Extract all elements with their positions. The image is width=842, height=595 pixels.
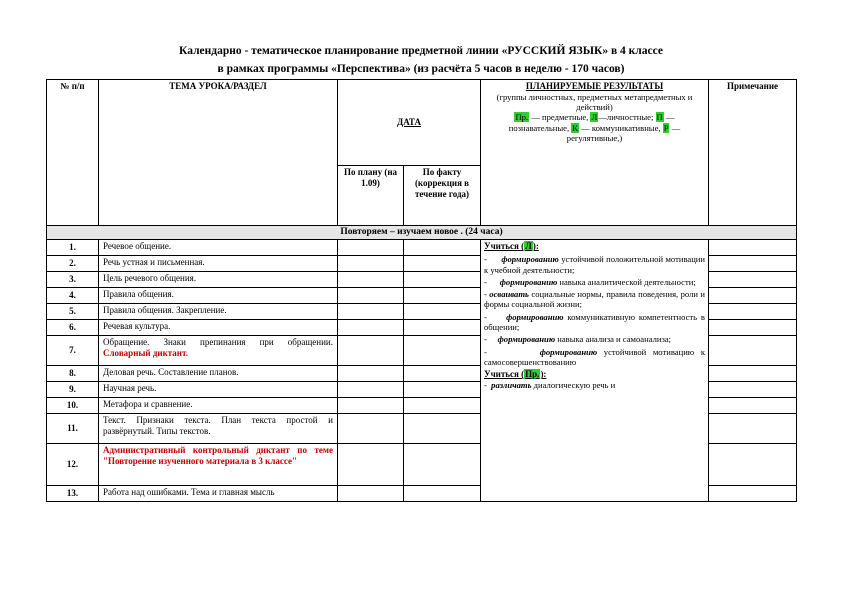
- table-row: 8. Деловая речь. Составление планов.: [47, 366, 797, 382]
- legend-k-tag: К: [572, 122, 579, 133]
- table-row: [47, 240, 797, 256]
- header-plan: По плану (на 1.09): [338, 166, 404, 226]
- legend-p-tag: П: [656, 112, 663, 123]
- legend-r-tag: Р: [663, 122, 669, 133]
- control-dictation-label: Административный контрольный диктант по теме "Повторение изученного материала в 3 классе": [99, 444, 338, 486]
- page-title-line-2: в рамках программы «Перспектива» (из расчёта 5 часов в неделю - 170 часов): [217, 63, 625, 75]
- header-row: [47, 80, 797, 166]
- result-item: - формированию устойчивой мотивацию к самосовершенствованию: [484, 346, 705, 367]
- legend-l-tag: Л: [591, 112, 598, 123]
- row-plan-cell: [338, 240, 404, 256]
- section-title: Повторяем – изучаем новое . (24 часа): [47, 226, 797, 240]
- table-row: 3. Цель речевого общения.: [47, 272, 797, 288]
- header-topic: ТЕМА УРОКА/РАЗДЕЛ: [99, 80, 338, 226]
- row-topic: Речевое общение.: [99, 240, 338, 256]
- table-row: 5. Правила общения. Закрепление.: [47, 304, 797, 320]
- table-row: 11. Текст. Признаки текста. План текста простой и развёрнутый. Типы текстов.: [47, 414, 797, 444]
- result-item: - осваивать социальные нормы, правила поведения, роли и формы социальной жизни;: [484, 289, 705, 310]
- table-row: 10. Метафора и сравнение.: [47, 398, 797, 414]
- header-results-legend: Пр. — предметные, Л—личностные; П — познавательные, К — коммуникативные, Р — регулятивные,): [508, 112, 681, 144]
- learn-l-heading: Учиться (Л):: [484, 241, 539, 252]
- table-row: 6. Речевая культура.: [47, 320, 797, 336]
- table-row: 13. Работа над ошибками. Тема и главная мысль: [47, 486, 797, 502]
- row-fact-cell: [404, 240, 481, 256]
- table-row: 4. Правила общения.: [47, 288, 797, 304]
- table-row: 7. Обращение. Знаки препинания при обращении. Словарный диктант.: [47, 336, 797, 366]
- result-item: - формированию навыка аналитической деятельности;: [484, 276, 696, 287]
- results-cell: [481, 240, 709, 502]
- table-row: 12. Административный контрольный диктант по теме "Повторение изученного материала в 3 классе": [47, 444, 797, 486]
- legend-pr-tag: Пр.: [515, 112, 529, 123]
- section-row: [47, 226, 797, 240]
- learn-pr-heading: Учиться (Пр.):: [484, 369, 547, 380]
- result-item: - формированию навыка анализа и самоанализа;: [484, 334, 672, 345]
- result-item: - различать диалогическую речь и: [484, 380, 616, 391]
- header-date-label: ДАТА: [397, 117, 421, 128]
- header-fact: По факту (коррекция в течение года): [404, 166, 481, 226]
- table-row: 9. Научная речь.: [47, 382, 797, 398]
- header-results-subtitle: (группы личностных, предметных метапредметных и действий): [496, 91, 693, 113]
- header-results: [481, 80, 709, 226]
- header-note: Примечание: [709, 80, 797, 226]
- header-date: [338, 80, 481, 166]
- result-item: - формированию коммуникативную компетентность в общении;: [484, 311, 705, 333]
- page-title-line-1: Календарно - тематическое планирование предметной линии «РУССКИЙ ЯЗЫК» в 4 классе: [179, 45, 663, 57]
- header-results-title: ПЛАНИРУЕМЫЕ РЕЗУЛЬТАТЫ: [525, 81, 664, 91]
- result-item: - формированию устойчивой положительной мотивации к учебной деятельности;: [484, 254, 705, 275]
- header-num: № п/п: [47, 80, 99, 226]
- planning-table: [46, 79, 797, 502]
- dictation-label: Словарный диктант.: [103, 348, 188, 359]
- row-num: 1.: [47, 240, 99, 256]
- table-row: 2. Речь устная и письменная.: [47, 256, 797, 272]
- row-note-cell: [709, 240, 797, 256]
